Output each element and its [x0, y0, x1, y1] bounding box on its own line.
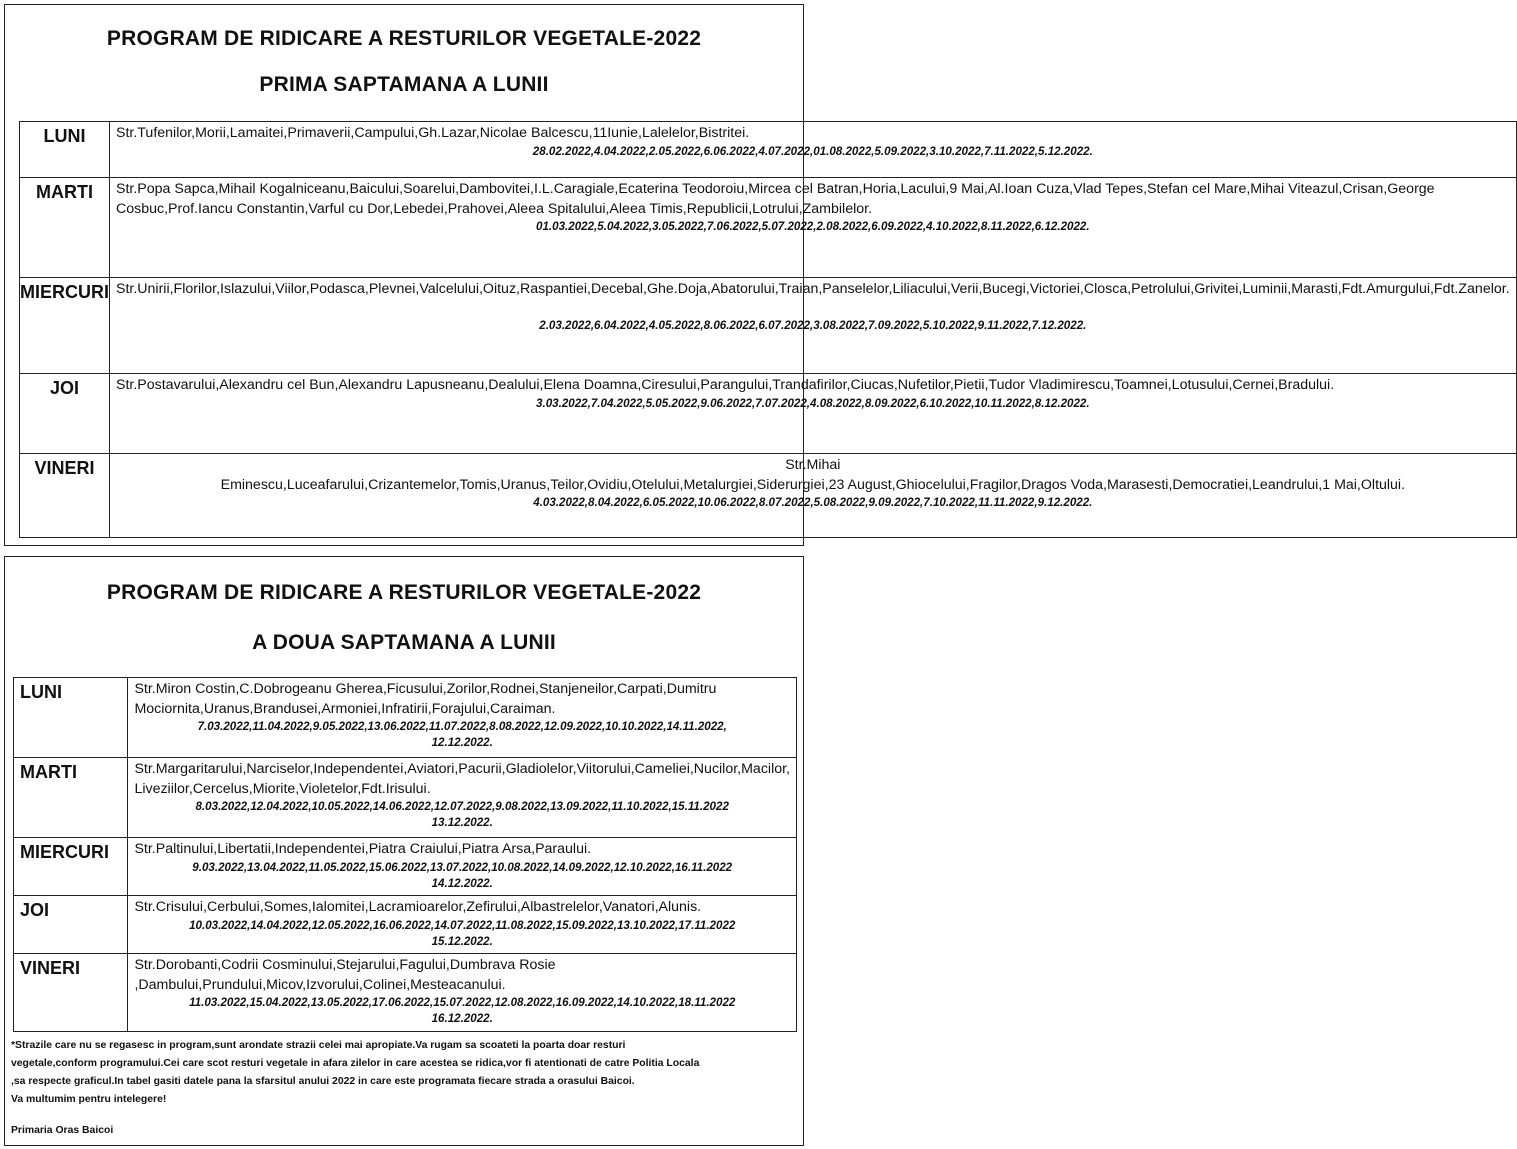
streets-list: Str.Paltinului,Libertatii,Independentei,Piatra Craiului,Piatra Arsa,Paraului.	[134, 841, 592, 857]
footnote-line: ,sa respecte graficul.In tabel gasiti datele pana la sfarsitul anului 2022 in care este programata fiecare strada a orasului Baicoi.	[11, 1076, 635, 1087]
info-cell	[128, 678, 797, 758]
day-cell: MARTI	[20, 178, 110, 278]
streets-list: Eminescu,Luceafarului,Crizantemelor,Tomis,Uranus,Teilor,Ovidiu,Otelului,Metalurgiei,Siderurgiei,23 August,Ghiocelului,Fragilor,Dragos Voda,Marasesti,Democratiei,Leandrului,1 Mai,Oltului.	[220, 476, 1406, 493]
table-row	[20, 278, 1517, 374]
dates-list: 28.02.2022,4.04.2022,2.05.2022,6.06.2022,4.07.2022,01.08.2022,5.09.2022,3.10.2022,7.11.2022,5.12.2022.	[532, 144, 1093, 158]
schedule-table	[13, 677, 797, 1032]
streets-list: Str.Unirii,Florilor,Islazului,Viilor,Podasca,Plevnei,Valcelului,Oituz,Raspantiei,Decebal,Ghe.Doja,Abatorului,Traian,Panselelor,Liliacului,Verii,Bucegi,Victoriei,Closca,Petrolului,Grivitei,Luminii,Marasti,Fdt.Amurgului,Fdt.Zanelor.	[116, 281, 1510, 297]
streets-list: Str.Postavarului,Alexandru cel Bun,Alexandru Lapusneanu,Dealului,Elena Doamna,Ciresului,Parangului,Trandafirilor,Ciucas,Nufetilor,Pietii,Tudor Vladimirescu,Toamnei,Lotusului,Cernei,Bradului.	[116, 377, 1335, 393]
signature: Primaria Oras Baicoi	[11, 1125, 114, 1136]
dates-list: 4.03.2022,8.04.2022,6.05.2022,10.06.2022,8.07.2022,5.08.2022,9.09.2022,7.10.2022,11.11.2022,9.12.2022.	[533, 496, 1093, 509]
sheet-title: PROGRAM DE RIDICARE A RESTURILOR VEGETALE-2022	[106, 581, 702, 604]
dates-list: 3.03.2022,7.04.2022,5.05.2022,9.06.2022,7.07.2022,4.08.2022,8.09.2022,6.10.2022,10.11.2022,8.12.2022.	[536, 396, 1090, 410]
dates-tail: 12.12.2022.	[431, 736, 493, 749]
sheet-subtitle: A DOUA SAPTAMANA A LUNII	[252, 631, 556, 654]
info-cell	[110, 278, 1517, 374]
info-cell	[110, 454, 1517, 538]
day-cell: MIERCURI	[14, 838, 128, 896]
schedule-table	[19, 121, 1517, 538]
dates-tail: 16.12.2022.	[431, 1012, 493, 1025]
dates-list: 2.03.2022,6.04.2022,4.05.2022,8.06.2022,6.07.2022,3.08.2022,7.09.2022,5.10.2022,9.11.2022,7.12.2022.	[539, 318, 1087, 332]
table-row	[14, 838, 797, 896]
day-cell: LUNI	[20, 122, 110, 178]
streets-head: Str.Mihai	[785, 457, 841, 473]
day-cell: MIERCURI	[20, 278, 110, 374]
table-row	[20, 178, 1517, 278]
dates-tail: 15.12.2022.	[431, 934, 493, 948]
table-row	[14, 896, 797, 954]
footnote-line: Va multumim pentru intelegere!	[11, 1094, 167, 1105]
footnote-line: vegetale,conform programului.Cei care scot resturi vegetale in afara zilelor in care acestea se ridica,vor fi atentionati de catre Politia Locala	[11, 1058, 700, 1069]
dates-list: 11.03.2022,15.04.2022,13.05.2022,17.06.2022,15.07.2022,12.08.2022,16.09.2022,14.10.2022,18.11.2022	[189, 996, 736, 1009]
info-cell	[110, 178, 1517, 278]
day-cell: VINERI	[20, 454, 110, 538]
dates-tail: 13.12.2022.	[431, 816, 493, 829]
dates-list: 10.03.2022,14.04.2022,12.05.2022,16.06.2022,14.07.2022,11.08.2022,15.09.2022,13.10.2022,17.11.2022	[189, 918, 736, 932]
streets-list: Str.Dorobanti,Codrii Cosminului,Stejarului,Fagului,Dumbrava Rosie ,Dambului,Prundului,Micov,Izvorului,Colinei,Mesteacanului.	[134, 957, 556, 993]
info-cell	[128, 838, 797, 896]
table-row	[14, 678, 797, 758]
schedule-sheet-week2	[4, 556, 804, 1146]
table-row	[14, 758, 797, 838]
info-cell	[110, 122, 1517, 178]
dates-list: 01.03.2022,5.04.2022,3.05.2022,7.06.2022,5.07.2022,2.08.2022,6.09.2022,4.10.2022,8.11.2022,6.12.2022.	[536, 220, 1090, 233]
footnote-line: *Strazile care nu se regasesc in program,sunt arondate strazii celei mai apropiate.Va rugam sa scoateti la poarta doar resturi	[11, 1040, 626, 1051]
info-cell	[128, 954, 797, 1032]
streets-list: Str.Tufenilor,Morii,Lamaitei,Primaverii,Campului,Gh.Lazar,Nicolae Balcescu,11Iunie,Lalelelor,Bistritei.	[116, 125, 750, 141]
day-cell: MARTI	[14, 758, 128, 838]
streets-list: Str.Crisului,Cerbului,Somes,Ialomitei,Lacramioarelor,Zefirului,Albastrelelor,Vanatori,Alunis.	[134, 899, 702, 915]
day-cell: LUNI	[14, 678, 128, 758]
streets-list: Str.Miron Costin,C.Dobrogeanu Gherea,Ficusului,Zorilor,Rodnei,Stanjeneilor,Carpati,Dumitru Mociornita,Uranus,Brandusei,Armoniei,Infratirii,Forajului,Caraiman.	[134, 681, 717, 717]
table-row	[20, 454, 1517, 538]
day-cell: JOI	[14, 896, 128, 954]
streets-list: Str.Popa Sapca,Mihail Kogalniceanu,Baicului,Soarelui,Dambovitei,I.L.Caragiale,Ecaterina Teodoroiu,Mircea cel Batran,Horia,Lacului,9 Mai,Al.Ioan Cuza,Vlad Tepes,Stefan cel Mare,Mihai Viteazul,Crisan,George Cosbuc,Prof.Iancu Constantin,Varful cu Dor,Lebedei,Prahovei,Aleea Spitalului,Aleea Timis,Republicii,Lotrului,Zambilelor.	[116, 181, 1435, 217]
dates-list: 9.03.2022,13.04.2022,11.05.2022,15.06.2022,13.07.2022,10.08.2022,14.09.2022,12.10.2022,16.11.2022	[192, 860, 733, 874]
schedule-sheet-week1	[4, 4, 1510, 546]
table-row	[20, 122, 1517, 178]
footnote	[11, 1037, 797, 1109]
table-row	[20, 374, 1517, 454]
day-cell: JOI	[20, 374, 110, 454]
table-row	[14, 954, 797, 1032]
sheet-subtitle: PRIMA SAPTAMANA A LUNII	[259, 73, 549, 96]
info-cell	[128, 758, 797, 838]
dates-list: 7.03.2022,11.04.2022,9.05.2022,13.06.2022,11.07.2022,8.08.2022,12.09.2022,10.10.2022,14.11.2022,	[197, 720, 727, 733]
sheet-title: PROGRAM DE RIDICARE A RESTURILOR VEGETALE-2022	[106, 27, 702, 50]
info-cell	[110, 374, 1517, 454]
dates-tail: 14.12.2022.	[431, 876, 493, 890]
day-cell: VINERI	[14, 954, 128, 1032]
dates-list: 8.03.2022,12.04.2022,10.05.2022,14.06.2022,12.07.2022,9.08.2022,13.09.2022,11.10.2022,15.11.2022	[195, 800, 729, 813]
info-cell	[128, 896, 797, 954]
streets-list: Str.Margaritarului,Narciselor,Independentei,Aviatori,Pacurii,Gladiolelor,Viitorului,Cameliei,Nucilor,Macilor, Liveziilor,Cercelus,Miorite,Violetelor,Fdt.Irisului.	[134, 761, 790, 797]
